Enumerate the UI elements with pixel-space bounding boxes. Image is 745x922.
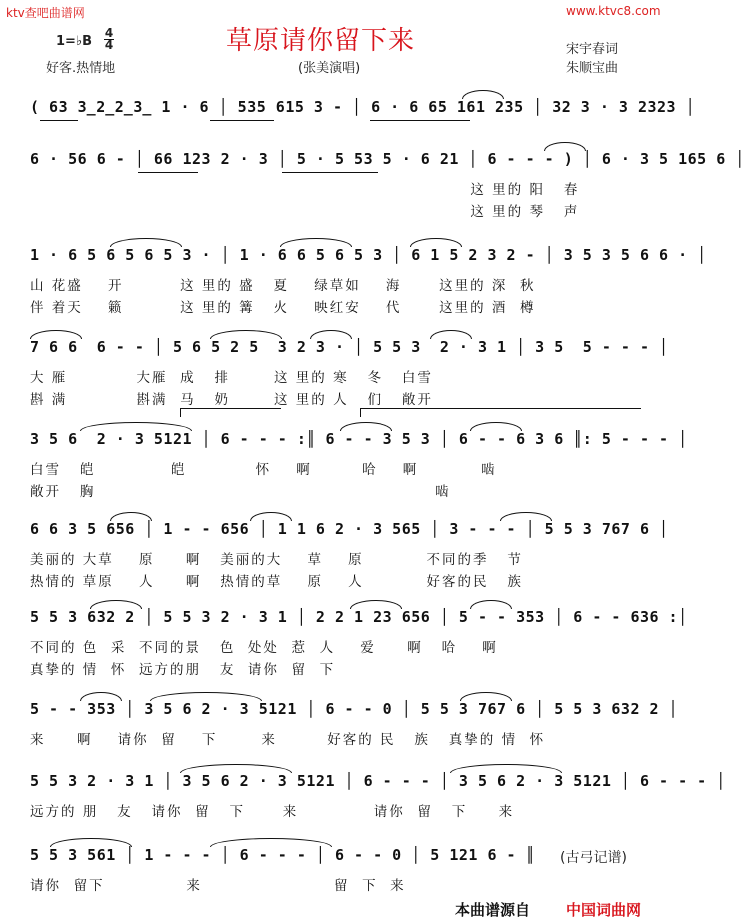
notation-line: 1 · 6 5 6 5 6 5 3 · │ 1 · 6 6 5 6 5 3 │ 6 1 5 2 3 2 - │ 3 5 3 5 6 6 · │ [30,246,707,264]
notation-line: 5 5 3 561 │ 1 - - - │ 6 - - - │ 6 - - 0 │ 5 121 6 - ║ [30,846,536,864]
slur-mark [450,764,562,773]
slur-mark [470,600,512,609]
score-row-9 [30,772,726,820]
volta-bracket-2 [360,408,641,417]
score-row-8 [30,700,679,748]
watermark-left: ktv查吧曲谱网 [6,6,85,20]
slur-mark [110,238,182,247]
time-signature-top: 4 [104,26,114,40]
slur-mark [180,764,292,773]
key-signature: 1=♭B [56,34,92,49]
lyrics-verse-2: 真挚的 情 怀 远方的朋 友 请你 留 下 [30,662,336,678]
score-row-1 [30,98,696,138]
beam-mark [370,120,470,121]
score-row-6 [30,520,669,590]
slur-mark [30,330,82,339]
lyrics-verse-1: 白雪 皑 皑 怀 啊 哈 啊 啮 [30,462,497,478]
slur-mark [544,142,586,151]
footer-site-name: 中国词曲网 [566,901,642,919]
notation-line: 5 5 3 632 2 │ 5 5 3 2 · 3 1 │ 2 2 1 23 656 │ 5 - - 353 │ 6 - - 636 :│ [30,608,688,626]
lyrics-verse-2: 热情的 草原 人 啊 热情的草 原 人 好客的民 族 [30,574,523,590]
slur-mark [150,692,262,701]
notation-line: 5 - - 353 │ 3 5 6 2 · 3 5121 │ 6 - - 0 │ 5 5 3 767 6 │ 5 5 3 632 2 │ [30,700,679,718]
slur-mark [460,692,512,701]
footer-source-label: 本曲谱源自 [455,901,531,919]
slur-mark [210,330,282,339]
performer: (张美演唱) [298,61,361,76]
lyrics-verse-1: 大 雁 大雁 成 排 这 里的 寒 冬 白雪 [30,370,433,386]
volta-bracket-1 [180,408,281,417]
slur-mark [410,238,462,247]
slur-mark [250,512,292,521]
song-title: 草原请你留下来 [226,26,416,56]
slur-mark [310,330,352,339]
score-row-2 [30,150,745,220]
tempo-marking: 好客.热情地 [46,61,116,76]
slur-mark [280,238,352,247]
lyrics-verse-1: 来 啊 请你 留 下 来 好客的 民 族 真挚的 情 怀 [30,732,546,748]
beam-mark [40,120,78,121]
beam-mark [282,172,378,173]
slur-mark [80,692,122,701]
beam-mark [138,172,198,173]
slur-mark [340,422,392,431]
score-row-3 [30,246,707,316]
notation-line: 3 5 6 2 · 3 5121 │ 6 - - - :║ 6 - - 3 5 3 │ 6 - - 6 3 6 ║: 5 - - - │ [30,430,688,448]
notation-line: ( 63 3̲2̲2̲3̲ 1 · 6 │ 535 615 3 - │ 6 · 6 65 161 235 │ 32 3 · 3 2323 │ [30,98,696,116]
notation-line: 5 5 3 2 · 3 1 │ 3 5 6 2 · 3 5121 │ 6 - - - │ 3 5 6 2 · 3 5121 │ 6 - - - │ [30,772,726,790]
slur-mark [430,330,472,339]
watermark-right: www.ktvc8.com [566,4,661,18]
slur-mark [470,422,522,431]
composer: 朱顺宝曲 [566,61,619,76]
slur-mark [50,838,132,847]
slur-mark [350,600,402,609]
lyrics-verse-2: 斟 满 斟满 马 奶 这 里的 人 们 敞开 [30,392,433,408]
notation-line: 6 · 56 6 - │ 66 123 2 · 3 │ 5 · 5 53 5 · 6 21 │ 6 - - - ) │ 6 · 3 5 165 6 │ [30,150,745,168]
score-row-7 [30,608,688,678]
slur-mark [210,838,332,847]
notation-line: 6 6 3 5 656 │ 1 - - 656 │ 1 1 6 2 · 3 565 │ 3 - - - │ 5 5 3 767 6 │ [30,520,669,538]
slur-mark [90,600,142,609]
lyrics-verse-2: 伴 着天 籁 这 里的 篝 火 映红安 代 这里的 酒 樽 [30,300,536,316]
lyrics-verse-2: 敞开 胸 啮 [30,484,451,500]
beam-mark [210,120,274,121]
slur-mark [500,512,552,521]
lyrics-verse-1: 远方的 朋 友 请你 留 下 来 请你 留 下 来 [30,804,515,820]
score-row-4 [30,338,669,418]
lyrics-verse-1: 请你 留下 来 留 下 来 [30,878,406,894]
time-signature [104,28,114,51]
transcriber-note: (古弓记谱) [560,850,627,866]
time-signature-bottom: 4 [104,38,114,52]
slur-mark [80,422,192,431]
lyrics-verse-1: 不同的 色 采 不同的景 色 处处 惹 人 爱 啊 哈 啊 [30,640,498,656]
score-row-5 [30,430,688,500]
notation-line: 7 6 6 6 - - │ 5 6 5 2 5 3 2 3 · │ 5 5 3 2 · 3 1 │ 3 5 5 - - - │ [30,338,669,356]
lyrics-verse-1: 山 花盛 开 这 里的 盛 夏 绿草如 海 这里的 深 秋 [30,278,536,294]
lyrics-verse-2: 这 里的 琴 声 [30,204,580,220]
lyrics-verse-1: 这 里的 阳 春 [30,182,580,198]
score-row-10 [30,846,640,894]
slur-mark [462,90,504,99]
lyrics-verse-1: 美丽的 大草 原 啊 美丽的大 草 原 不同的季 节 [30,552,523,568]
slur-mark [110,512,152,521]
lyricist: 宋宇春词 [566,42,619,57]
